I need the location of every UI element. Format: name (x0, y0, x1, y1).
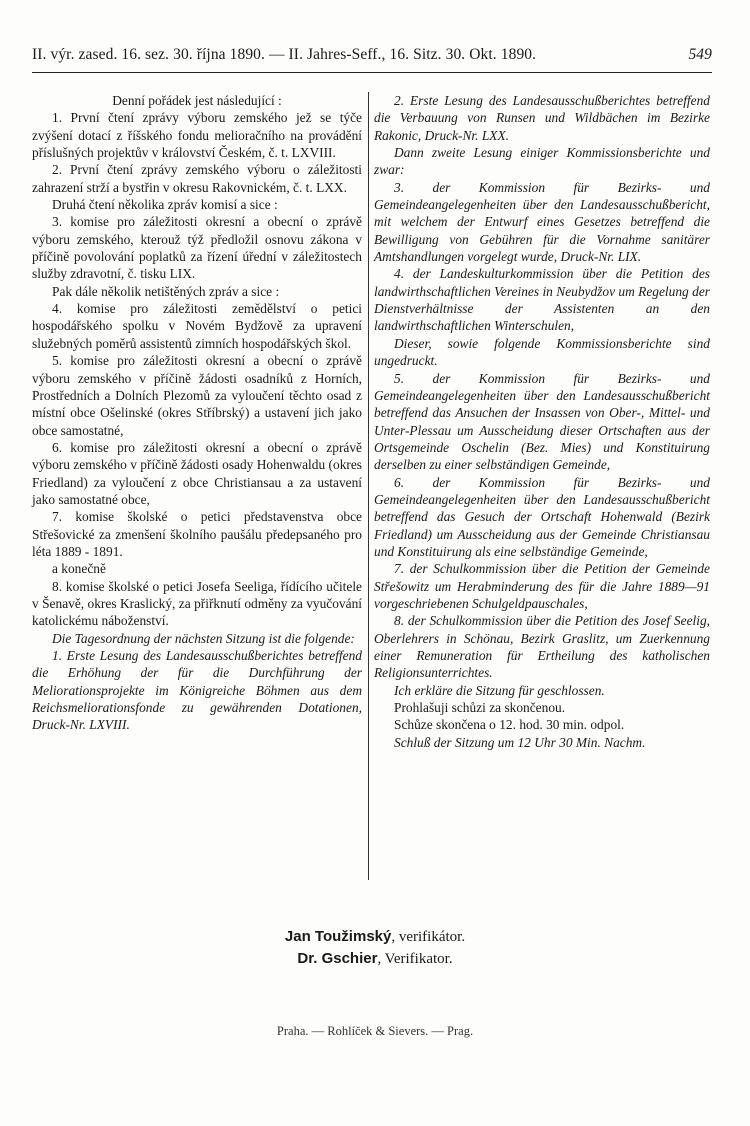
paragraph: 1. Erste Lesung des Landesausschußberichtes betreffend die Erhöhung der für die Durchführung der Meliorationsprojekte im Königreiche Böhmen aus dem Reichsmeliorationsfonde zu gewährenden Dotationen, Druck-Nr. LXVIII. (32, 648, 362, 733)
signatures-block (0, 926, 750, 970)
paragraph: 8. komise školské o petici Josefa Seeliga, řídícího učitele v Šenavě, okres Kraslický, za přiřknutí odměny za vyučování katolickému náboženství. (32, 578, 362, 629)
signatory-role: , verifikátor. (391, 929, 466, 945)
paragraph: 2. První čtení zprávy zemského výboru o záležitosti zahrazení strží a bystřin v okresu Rakovnickém, č. t. LXX. (32, 162, 362, 195)
paragraph: 4. der Landeskulturkommission über die Petition des landwirthschaftlichen Vereines in Neubydžov um Regelung der Dienstverhältnisse der Assistenten an den landwirthschaftlichen Winterschulen, (374, 266, 710, 334)
paragraph: 6. der Kommission für Bezirks- und Gemeindeangelegenheiten über den Landesausschußbericht betreffend das Gesuch der Ortschaft Hohenwald (Bezirk Friedland) um Ausscheidung aus der Gemeinde Christiansau und Konstituirung als eine selbständige Gemeinde, (374, 474, 710, 559)
paragraph: 7. komise školské o petici představenstva obce Střešovické za zmenšení školního paušálu předepsaného pro léta 1889 - 1891. (32, 509, 362, 559)
paragraph: 1. První čtení zprávy výboru zemského jež se týče zvýšení dotací z říšského fondu melioračního na provádění příslušných projektův v království Českém, č. t. LXVIII. (32, 110, 362, 161)
signatory-name: Dr. Gschier (297, 950, 378, 967)
paragraph: Prohlašuji schůzi za skončenou. (394, 700, 566, 716)
paragraph: a konečně (52, 561, 106, 577)
paragraph: Dann zweite Lesung einiger Kommissionsberichte und zwar: (374, 145, 710, 178)
paragraph: 6. komise pro záležitosti okresní a obecní o zprávě výboru zemského v příčině žádosti osady Hohenwaldu (okres Friedland) za vyloučení z obce Christiansau a za ustavení jako samostatné obce, (32, 439, 362, 507)
paragraph: 5. der Kommission für Bezirks- und Gemeindeangelegenheiten über den Landesausschußbericht betreffend das Ansuchen der Insassen von Ober-, Mittel- und Unter-Plessau um Ausscheidung dieser Ortschaften aus der Ortsgemeinde Oschelin (Bez. Mies) und Konstituirung derselben zu einer selbständigen Gemeinde, (374, 370, 710, 473)
paragraph: 3. der Kommission für Bezirks- und Gemeindeangelegenheiten über den Landesausschußbericht, mit welchem der Entwurf eines Gesetzes betreffend die Bewilligung von Gebühren für die Vornahme sanitärer Amtshandlungen vorgelegt wurde, Druck-Nr. LIX. (374, 179, 710, 265)
paragraph: 5. komise pro záležitosti okresní a obecní o zprávě výboru zemského v příčině žádosti osadníků z Horních, Prostředních a Dolních Plezomů za vyloučení těchto osad z místní obce Ošelinské (okres Stříbrský) a ustavení jich jako obce samostatné, (32, 353, 362, 438)
paragraph: Dieser, sowie folgende Kommissionsberichte sind ungedruckt. (374, 335, 710, 369)
paragraph: Pak dále několik netištěných zpráv a sice : (52, 283, 280, 299)
paragraph: 8. der Schulkommission über die Petition des Josef Seelig, Oberlehrers in Schönau, Bezirk Graslitz, um Zuerkennung einer Remuneration für Ertheilung des katholischen Religionsunterrichtes. (374, 613, 710, 681)
paragraph: Schluß der Sitzung um 12 Uhr 30 Min. Nachm. (394, 734, 646, 750)
paragraph: Schůze skončena o 12. hod. 30 min. odpol. (394, 717, 625, 733)
header-rule (32, 72, 712, 73)
paragraph: Die Tagesordnung der nächsten Sitzung ist die folgende: (52, 630, 355, 646)
header-session-info: II. výr. zased. 16. sez. 30. října 1890. — II. Jahres-Seff., 16. Sitz. 30. Okt. 1890. (32, 46, 537, 63)
paragraph: Druhá čtení několika zpráv komisí a sice : (52, 197, 278, 213)
paragraph: Ich erkläre die Sitzung für geschlossen. (394, 682, 605, 698)
signature-line (0, 926, 750, 948)
right-column-german (374, 92, 710, 751)
paragraph: 4. komise pro záležitosti zemědělství o petici hospodářského spolku v Novém Bydžově za upravení služebných poměrů assistentů zimních hospodářských škol. (32, 301, 362, 351)
paragraph: Denní pořádek jest následující : (112, 93, 282, 108)
paragraph: 7. der Schulkommission über die Petition der Gemeinde Střešowitz um Herabminderung des für die Jahre 1889—91 vorgeschriebenen Schulgeldpauschales, (374, 561, 710, 611)
signature-line (0, 948, 750, 970)
page-header (32, 46, 712, 64)
column-divider (368, 92, 369, 880)
printer-footer: Praha. — Rohlíček & Sievers. — Prag. (276, 1024, 474, 1038)
page-number: 549 (688, 46, 712, 63)
paragraph: 2. Erste Lesung des Landesausschußberichtes betreffend die Verbauung von Runsen und Wildbächen im Bezirke Rakonic, Druck-Nr. LXX. (374, 93, 710, 143)
left-column-czech (32, 92, 362, 734)
signatory-name: Jan Toužimský (284, 928, 392, 945)
signatory-role: , Verifikator. (377, 951, 453, 967)
paragraph: 3. komise pro záležitosti okresní a obecní o zprávě výboru zemského, kterouž týž předložil osnovu zákona v příčině povolování poplatků za řízení úřední v záležitostech služby zdravotní, č. tisku LIX. (32, 214, 362, 282)
